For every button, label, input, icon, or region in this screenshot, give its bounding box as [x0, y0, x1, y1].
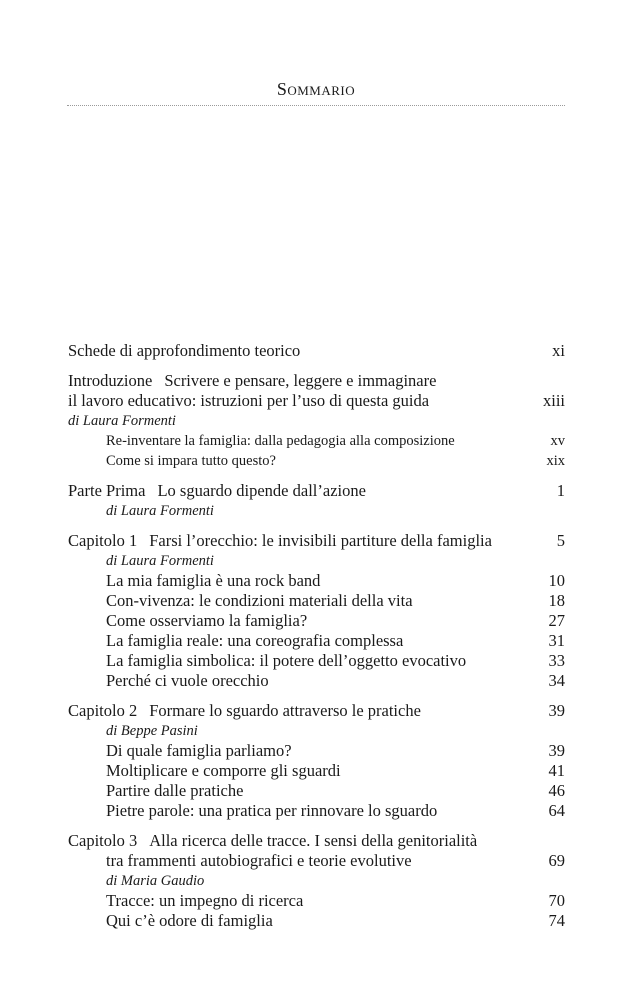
- page-number: 39: [548, 701, 565, 720]
- toc-section[interactable]: [68, 451, 565, 471]
- entry-title-line1: Scrivere e pensare, leggere e immaginare: [164, 371, 437, 390]
- toc-entry-schede: [68, 341, 565, 361]
- header-dotted-rule: [67, 105, 565, 106]
- toc-line[interactable]: [68, 371, 565, 391]
- page-number: 46: [548, 781, 565, 800]
- page-number: 70: [548, 891, 565, 910]
- toc-line[interactable]: [68, 701, 565, 721]
- author-name: di Maria Gaudio: [106, 873, 205, 889]
- table-of-contents: [68, 341, 565, 941]
- page-number: xv: [550, 433, 565, 449]
- toc-section[interactable]: [68, 611, 565, 631]
- toc-line[interactable]: [68, 341, 565, 361]
- toc-section[interactable]: [68, 801, 565, 821]
- page-title: Sommario: [276, 79, 356, 99]
- toc-section[interactable]: [68, 591, 565, 611]
- toc-section[interactable]: [68, 911, 565, 931]
- toc-section[interactable]: [68, 741, 565, 761]
- author-line: [68, 411, 565, 431]
- page-number: 69: [548, 851, 565, 870]
- page-number: xi: [552, 341, 565, 360]
- page-number: 74: [548, 911, 565, 930]
- page-number: 1: [556, 481, 565, 500]
- toc-section[interactable]: [68, 431, 565, 451]
- section-title: Tracce: un impegno di ricerca: [106, 891, 304, 910]
- entry-label: Capitolo 2: [68, 701, 138, 720]
- section-title: Partire dalle pratiche: [106, 781, 244, 800]
- author-line: [68, 551, 565, 571]
- author-line: [68, 871, 565, 891]
- toc-section[interactable]: [68, 631, 565, 651]
- entry-title: Formare lo sguardo attraverso le pratiche: [149, 701, 421, 720]
- section-title: La famiglia reale: una coreografia complessa: [106, 631, 404, 650]
- page-number: 31: [548, 631, 565, 650]
- author-line: [68, 501, 565, 521]
- entry-label: Capitolo 1: [68, 531, 138, 550]
- toc-line[interactable]: [68, 481, 565, 501]
- toc-section[interactable]: [68, 571, 565, 591]
- toc-section[interactable]: [68, 651, 565, 671]
- page-number: 33: [548, 651, 565, 670]
- toc-section[interactable]: [68, 671, 565, 691]
- toc-line[interactable]: [68, 391, 565, 411]
- section-title: La mia famiglia è una rock band: [106, 571, 321, 590]
- section-title: Di quale famiglia parliamo?: [106, 741, 292, 760]
- author-line: [68, 721, 565, 741]
- toc-line[interactable]: [68, 851, 565, 871]
- section-title: Perché ci vuole orecchio: [106, 671, 269, 690]
- section-title: Qui c’è odore di famiglia: [106, 911, 273, 930]
- page-header: [67, 78, 565, 100]
- page-number: xix: [546, 453, 565, 469]
- page-number: 5: [556, 531, 565, 550]
- page-number: 39: [548, 741, 565, 760]
- section-title: Pietre parole: una pratica per rinnovare lo sguardo: [106, 801, 438, 820]
- toc-line[interactable]: [68, 831, 565, 851]
- toc-section[interactable]: [68, 891, 565, 911]
- toc-entry-capitolo-3: [68, 831, 565, 931]
- entry-title: Farsi l’orecchio: le invisibili partiture della famiglia: [149, 531, 492, 550]
- section-title: La famiglia simbolica: il potere dell’oggetto evocativo: [106, 651, 467, 670]
- author-name: di Beppe Pasini: [106, 723, 198, 739]
- page-number: 10: [548, 571, 565, 590]
- section-title: Con-vivenza: le condizioni materiali della vita: [106, 591, 413, 610]
- toc-entry-capitolo-2: [68, 701, 565, 821]
- section-title: Re-inventare la famiglia: dalla pedagogia alla composizione: [106, 433, 455, 449]
- toc-entry-introduzione: [68, 371, 565, 471]
- entry-label: Parte Prima: [68, 481, 146, 500]
- page-number: 27: [548, 611, 565, 630]
- entry-title-line2: tra frammenti autobiografici e teorie evolutive: [106, 851, 412, 870]
- entry-title: Schede di approfondimento teorico: [68, 341, 301, 360]
- section-title: Come osserviamo la famiglia?: [106, 611, 308, 630]
- page-number: 34: [548, 671, 565, 690]
- toc-section[interactable]: [68, 761, 565, 781]
- page-number: 64: [548, 801, 565, 820]
- section-title: Come si impara tutto questo?: [106, 453, 276, 469]
- author-name: di Laura Formenti: [106, 553, 214, 569]
- entry-title: Lo sguardo dipende dall’azione: [157, 481, 366, 500]
- toc-section[interactable]: [68, 781, 565, 801]
- toc-entry-parte-prima: [68, 481, 565, 521]
- author-name: di Laura Formenti: [106, 503, 214, 519]
- toc-line[interactable]: [68, 531, 565, 551]
- page-number: 41: [548, 761, 565, 780]
- entry-label: Introduzione: [68, 371, 153, 390]
- page-number: 18: [548, 591, 565, 610]
- entry-title-line2: il lavoro educativo: istruzioni per l’uso di questa guida: [68, 391, 430, 410]
- toc-entry-capitolo-1: [68, 531, 565, 691]
- page-number: xiii: [542, 391, 565, 410]
- author-name: di Laura Formenti: [68, 413, 176, 429]
- section-title: Moltiplicare e comporre gli sguardi: [106, 761, 341, 780]
- entry-title-line1: Alla ricerca delle tracce. I sensi della genitorialità: [149, 831, 478, 850]
- entry-label: Capitolo 3: [68, 831, 138, 850]
